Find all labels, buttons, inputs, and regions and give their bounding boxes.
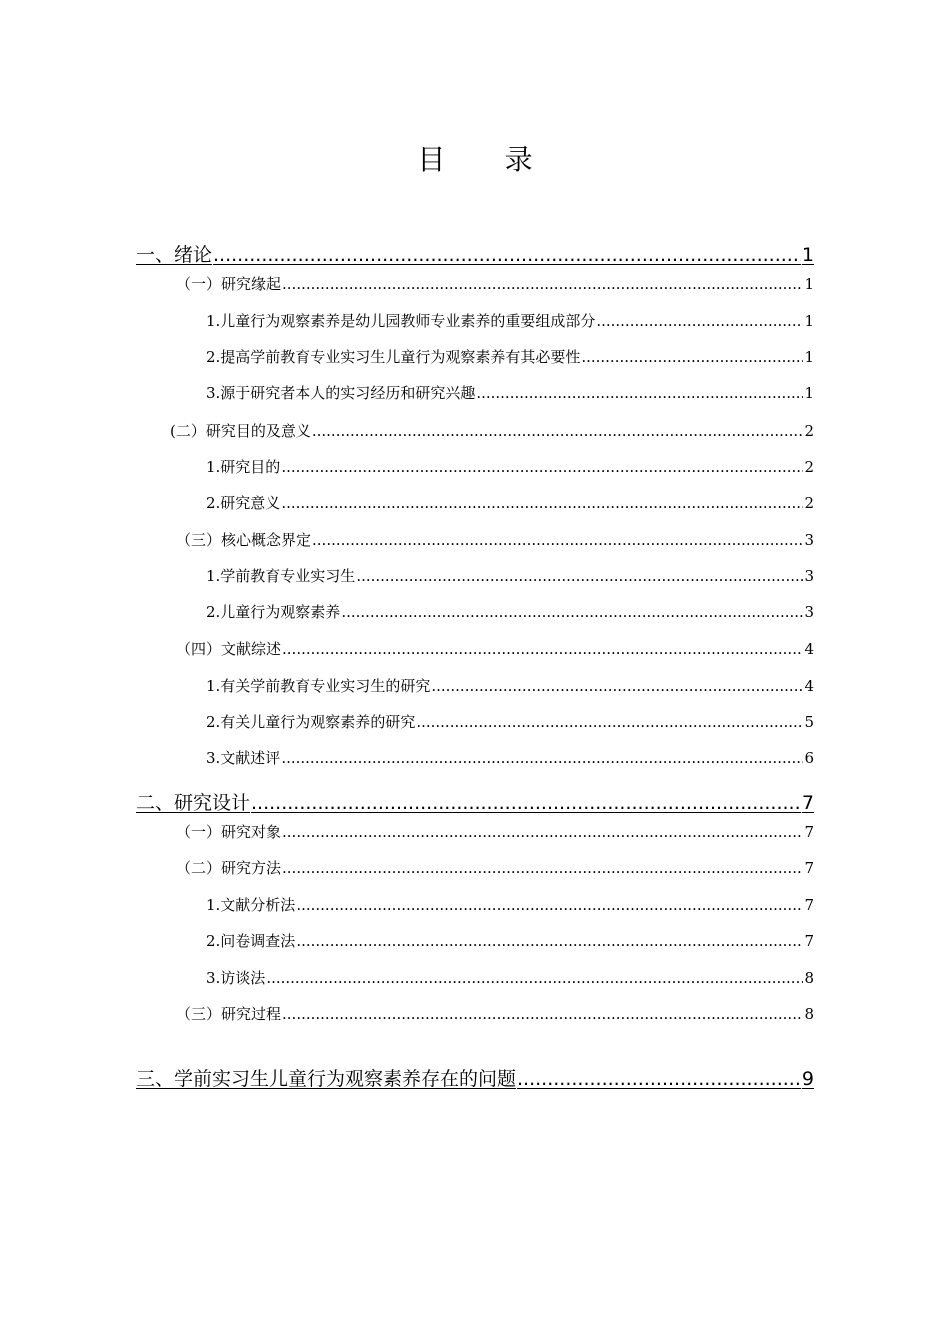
toc-leader [341,603,803,621]
toc-page: 7 [804,823,814,841]
toc-leader [282,640,803,658]
toc-page: 1 [804,275,814,293]
toc-entry[interactable] [206,456,814,477]
toc-entry[interactable] [206,601,814,622]
toc-leader [282,859,803,877]
toc-entry[interactable] [170,420,814,441]
toc-entry[interactable] [136,1064,814,1091]
toc-entry[interactable] [206,675,814,696]
toc-page: 1 [801,244,814,266]
toc-entry[interactable] [136,240,814,267]
toc-label: 1.有关学前教育专业实习生的研究 [206,677,431,695]
toc-label: 2.有关儿童行为观察素养的研究 [206,713,416,731]
toc-page: 7 [804,932,814,950]
toc-page: 3 [804,603,814,621]
toc-leader [281,494,803,512]
page-title: 目 录 [417,143,558,176]
toc-leader [312,422,804,440]
toc-entry[interactable] [206,382,814,403]
toc-label: (二）研究目的及意义 [170,422,311,440]
toc-label: 3.文献述评 [206,749,281,767]
toc-entry[interactable] [206,565,814,586]
toc-entry[interactable] [206,711,814,732]
toc-label: 1.文献分析法 [206,896,296,914]
toc-page: 1 [804,384,814,402]
toc-page: 9 [801,1068,814,1090]
toc-page: 7 [804,896,814,914]
toc-label: 2.提高学前教育专业实习生儿童行为观察素养有其必要性 [206,348,581,366]
toc-label: 1.儿童行为观察素养是幼儿园教师专业素养的重要组成部分 [206,312,596,330]
toc-leader [296,896,803,914]
toc-label: （一）研究缘起 [176,275,282,293]
toc-entry[interactable] [206,346,814,367]
toc-entry[interactable] [206,894,814,915]
toc-label: 3.访谈法 [206,969,266,987]
toc-leader [581,348,803,366]
toc-label: （四）文献综述 [176,640,282,658]
toc-page: 4 [804,677,814,695]
toc-leader [266,969,803,987]
toc-leader [431,677,803,695]
toc-leader [281,458,803,476]
toc-label: 一、绪论 [136,244,213,266]
toc-page: 3 [804,531,814,549]
toc-page: 3 [804,567,814,585]
toc-page: 6 [804,749,814,767]
toc-page: 2 [804,422,814,440]
toc-label: （三）研究过程 [176,1005,282,1023]
toc-entry[interactable] [176,821,814,842]
toc-entry[interactable] [206,492,814,513]
toc-label: 2.儿童行为观察素养 [206,603,341,621]
toc-leader [416,713,803,731]
toc-leader [281,749,803,767]
toc-leader [356,567,803,585]
toc-entry[interactable] [176,529,814,550]
toc-page: 2 [804,458,814,476]
toc-page: 8 [804,1005,814,1023]
toc-entry[interactable] [176,638,814,659]
toc-label: （三）核心概念界定 [176,531,312,549]
toc-entry[interactable] [136,788,814,815]
toc-leader [517,1068,801,1090]
toc-leader [312,531,803,549]
toc-leader [282,1005,803,1023]
toc-entry[interactable] [206,310,814,331]
toc-label: （二）研究方法 [176,859,282,877]
toc-label: 2.研究意义 [206,494,281,512]
toc-leader [476,384,803,402]
toc-leader [282,823,803,841]
toc-entry[interactable] [176,857,814,878]
toc-leader [282,275,803,293]
toc-page: 1 [804,312,814,330]
toc-page: 7 [804,859,814,877]
toc-entry[interactable] [176,1003,814,1024]
toc-page: 5 [804,713,814,731]
toc-label: 1.研究目的 [206,458,281,476]
toc-entry[interactable] [206,930,814,951]
toc-page: 2 [804,494,814,512]
toc-entry[interactable] [206,747,814,768]
toc-leader [213,244,801,266]
toc-page: 8 [804,969,814,987]
toc-entry[interactable] [206,967,814,988]
toc-leader [296,932,803,950]
toc-page: 1 [804,348,814,366]
toc-page: 4 [804,640,814,658]
toc-page: 7 [801,792,814,814]
toc-label: （一）研究对象 [176,823,282,841]
toc-label: 三、学前实习生儿童行为观察素养存在的问题 [136,1068,517,1090]
toc-entry[interactable] [176,273,814,294]
toc-leader [251,792,801,814]
toc-leader [596,312,803,330]
toc-label: 二、研究设计 [136,792,251,814]
toc-label: 3.源于研究者本人的实习经历和研究兴趣 [206,384,476,402]
toc-label: 2.问卷调查法 [206,932,296,950]
toc-label: 1.学前教育专业实习生 [206,567,356,585]
